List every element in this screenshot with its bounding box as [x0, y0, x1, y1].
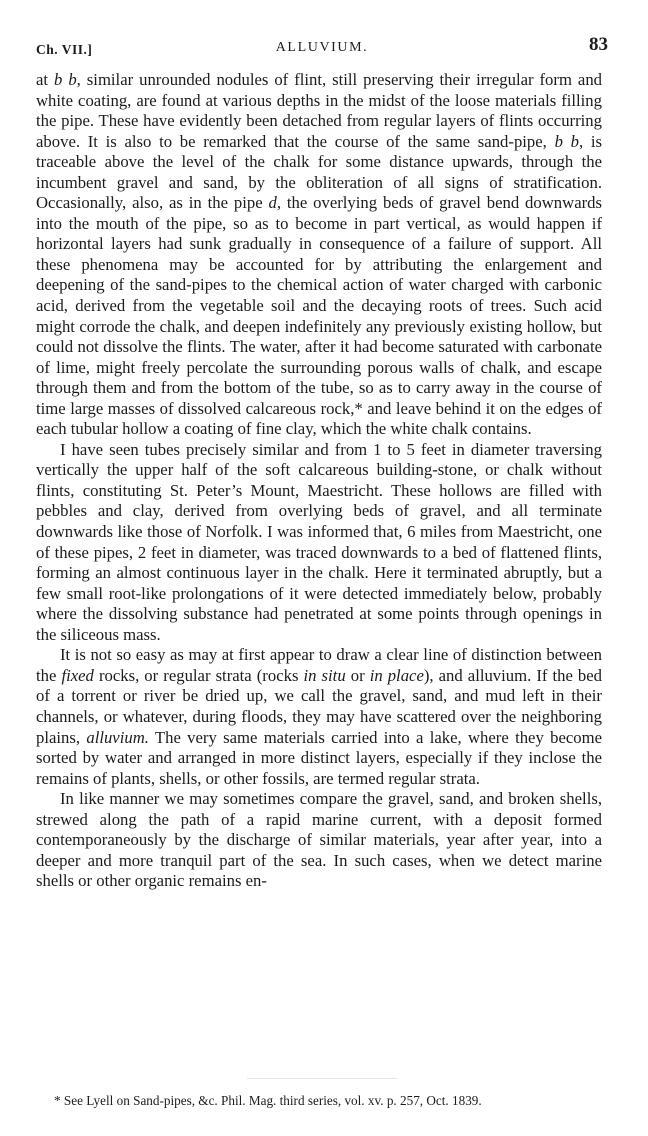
paragraph	[36, 789, 602, 892]
italic-text: fixed	[61, 665, 94, 685]
running-header	[36, 34, 608, 62]
chapter-label: Ch. VII.]	[36, 42, 93, 57]
paragraph	[36, 440, 602, 645]
italic-text: in place	[369, 665, 424, 685]
italic-text: in situ	[303, 665, 346, 685]
paragraph	[36, 70, 602, 440]
body-text	[36, 70, 602, 892]
italic-text: b b	[554, 131, 579, 151]
italic-text: alluvium.	[86, 727, 149, 747]
text-run: It is not so easy as may at first appear to draw a clear line of distinction between the	[36, 645, 602, 685]
text-run: I have seen tubes precisely similar and from 1 to 5 feet in diameter traversing vertically the upper half of the soft calcareous building-stone, or chalk without flints, constituting St. Peter’s Mount, Maestricht. These hollows are filled with pebbles and clay, derived from overlying beds of gravel, and all terminate downwards like those of Norfolk. I was informed that, 6 miles from Maestricht, one of these pipes, 2 feet in diameter, was traced downwards to a bed of flattened flints, forming an almost continuous layer in the chalk. Here it terminated abruptly, but a few small root-like prolongations of it were detected immediately below, probably where the dissolving substance had penetrated at some points through openings in the siliceous mass.	[36, 439, 602, 644]
text-run: at	[36, 70, 55, 89]
text-run: ), and alluvium. If the bed of a torrent or river be dried up, we call the gravel, sand, and mud left in their channels, or whatever, during floods, they may have scattered over the neighboring plains,	[36, 665, 603, 747]
footnote: * See Lyell on Sand-pipes, &c. Phil. Mag. third series, vol. xv. p. 257, Oct. 1839.	[54, 1093, 482, 1108]
running-title: ALLUVIUM.	[275, 40, 369, 55]
page-number: 83	[589, 34, 608, 55]
paragraph	[36, 645, 602, 789]
text-run: or	[345, 665, 370, 685]
footnote-rule	[247, 1078, 397, 1079]
text-run: , similar unrounded nodules of flint, still preserving their irregular form and white coating, are found at various depths in the midst of the loose materials filling the pipe. These have evidently been detached from regular layers of flints occurring above. It is also to be remarked that the course of the same sand-pipe,	[36, 70, 603, 151]
text-run: In like manner we may sometimes compare the gravel, sand, and broken shells, strewed along the path of a rapid marine current, with a deposit formed contemporaneously by the discharge of similar materials, year after year, into a deeper and more tranquil part of the sea. In such cases, when we detect marine shells or other organic remains en-	[36, 789, 602, 891]
text-run: rocks, or regular strata (rocks	[93, 665, 304, 685]
text-run: , the overlying beds of gravel bend downwards into the mouth of the pipe, so as to become in part vertical, as would happen if horizontal layers had sunk gradually in consequence of a failure of support. All these phenomena may be accounted for by attributing the enlargement and deepening of the sand-pipes to the chemical action of water charged with carbonic acid, derived from the vegetable soil and the decaying roots of trees. Such acid might corrode the chalk, and deepen indefinitely any previously existing hollow, but could not dissolve the flints. The water, after it had become saturated with carbonate of lime, might freely percolate the surrounding porous walls of chalk, and escape through them and from the bottom of the tube, so as to carry away in the course of time large masses of dissolved calcareous rock,* and leave behind it on the edges of each tubular hollow a coating of fine clay, which the white chalk contains.	[36, 193, 602, 439]
text-run: , is traceable above the level of the chalk for some distance upwards, through the incumbent gravel and sand, by the obliteration of all signs of stratification. Occasionally, also, as in the pipe	[36, 131, 602, 213]
italic-text: d	[268, 193, 277, 213]
text-run: The very same materials carried into a lake, where they become sorted by water and arranged in more distinct layers, especially if they inclose the remains of plants, shells, or other fossils, are termed regular strata.	[36, 727, 602, 788]
italic-text: b b	[54, 70, 77, 89]
